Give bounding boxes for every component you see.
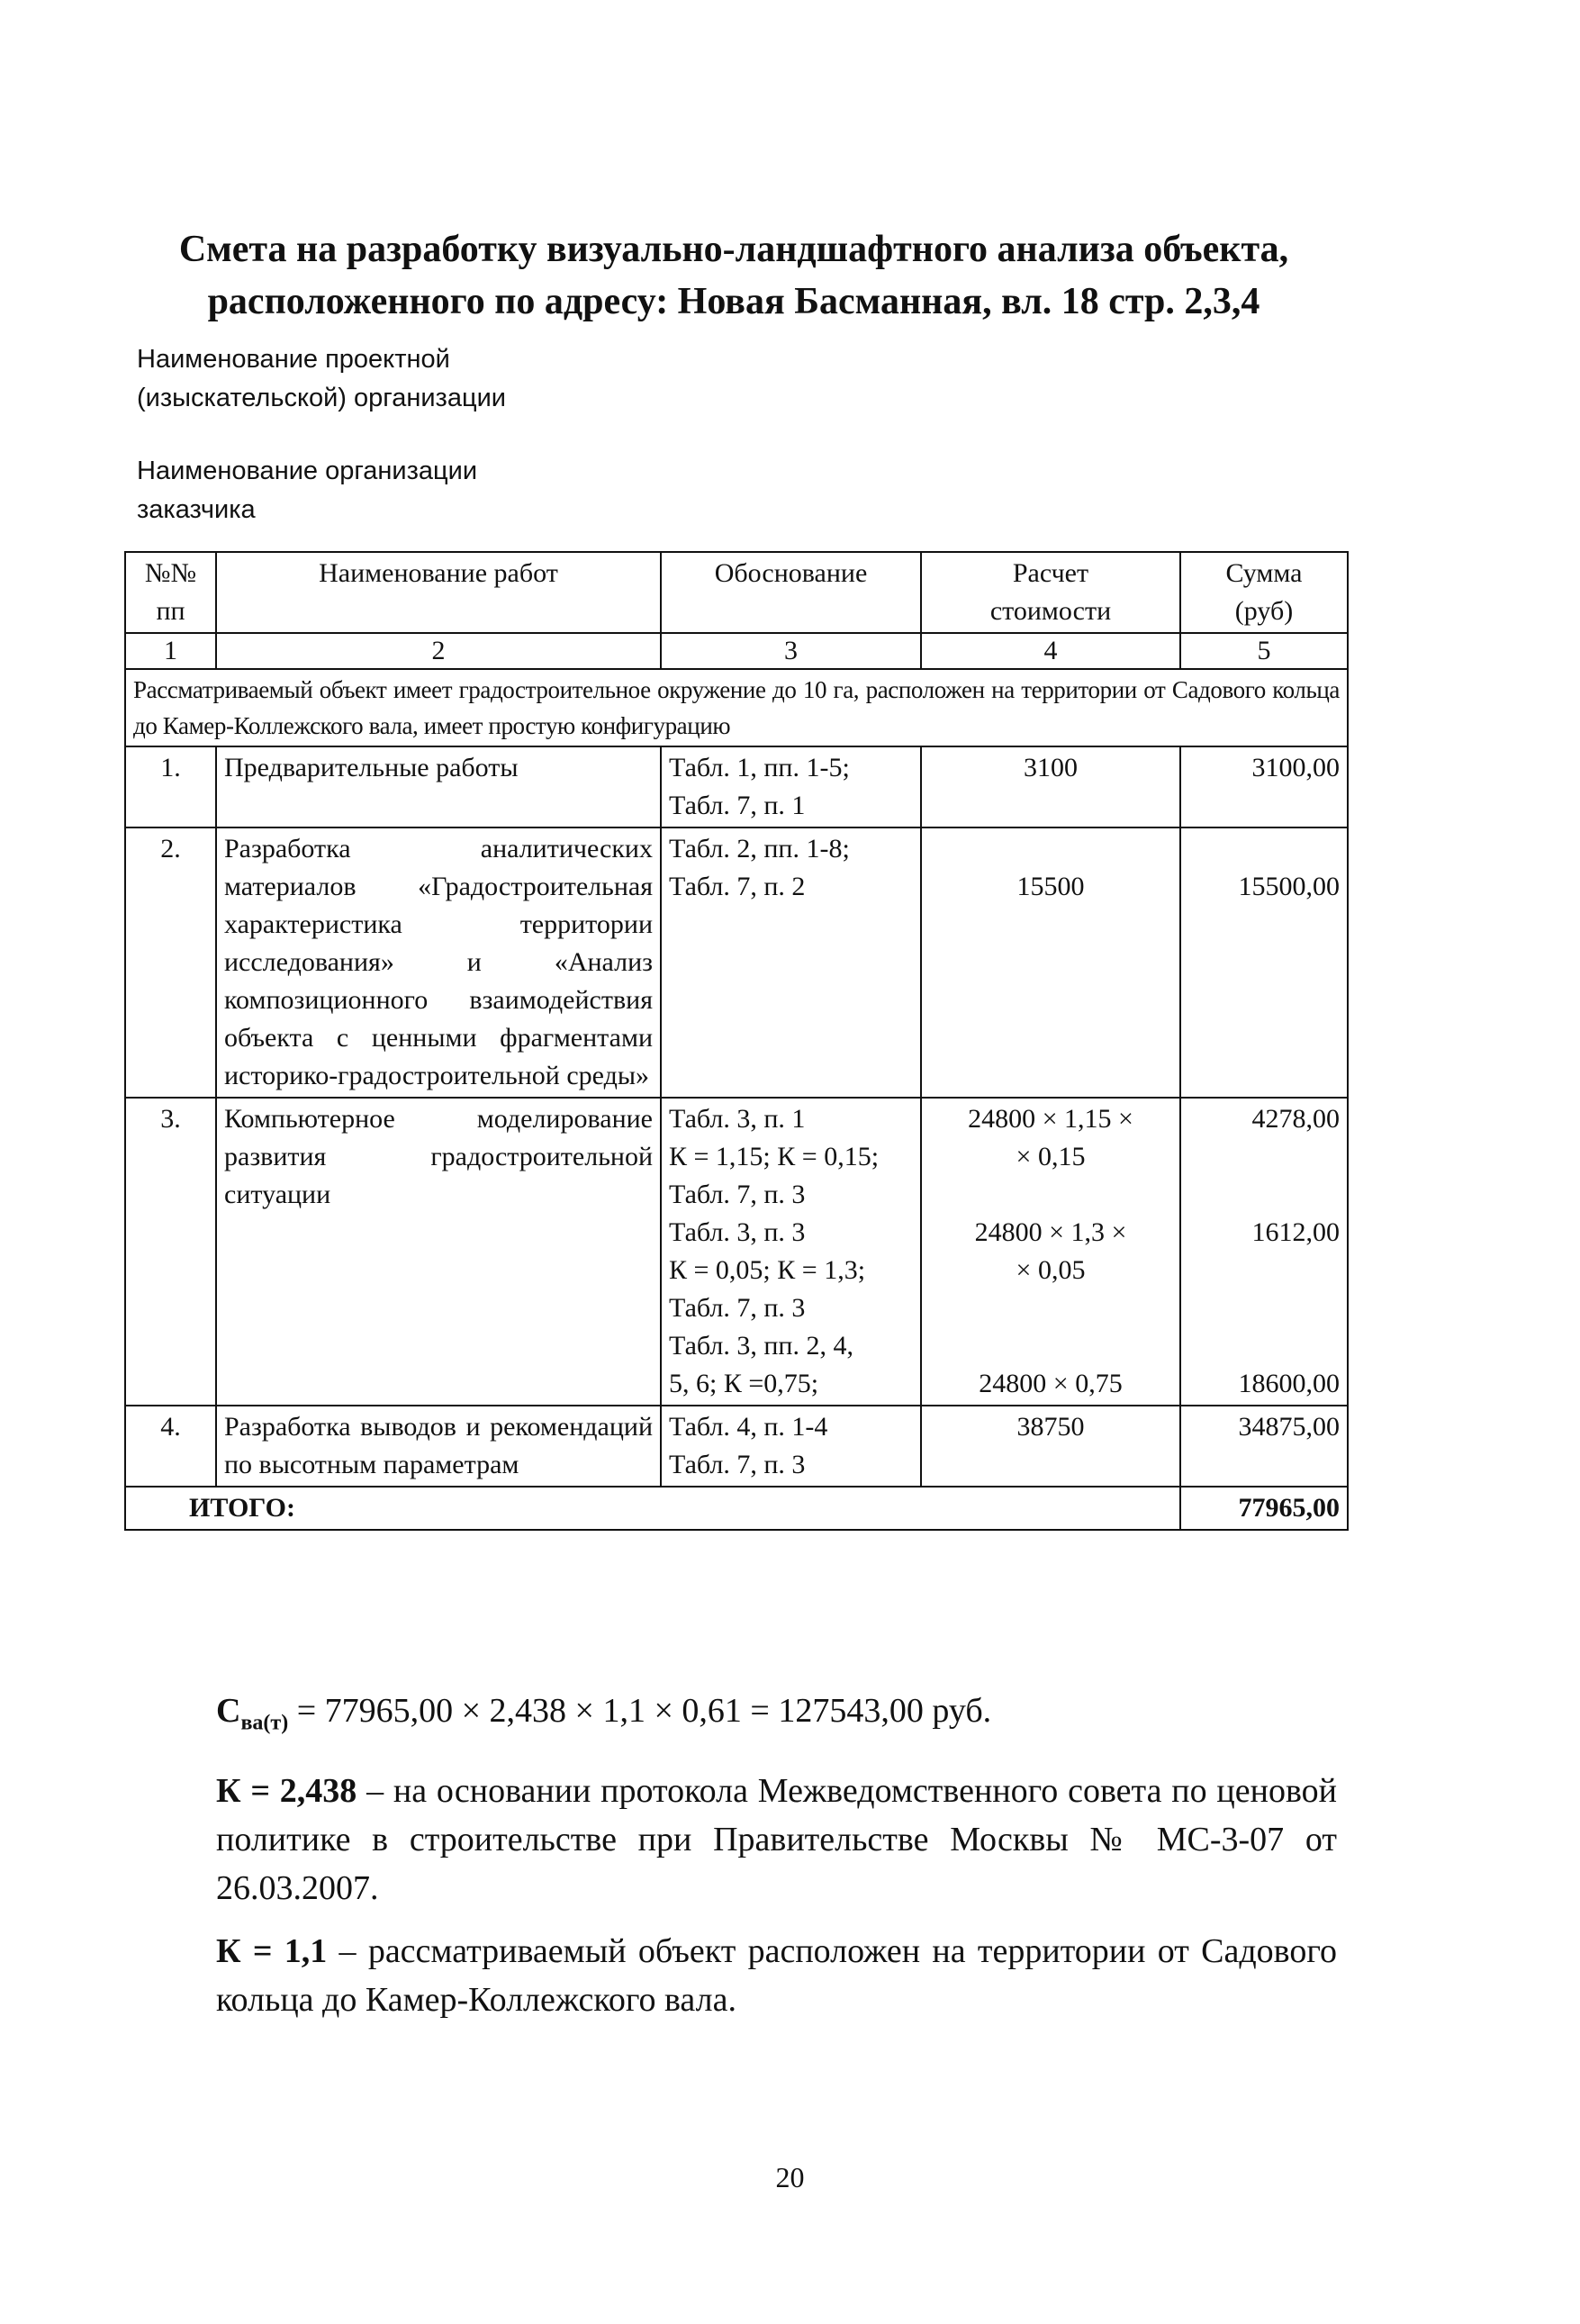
formula-expression: = 77965,00 × 2,438 × 1,1 × 0,61 = 127543,00 руб. xyxy=(288,1692,992,1730)
designer-org-line-2: (изыскательской) организации xyxy=(137,384,506,412)
row-num: 2. xyxy=(125,827,216,1098)
coefficient-note-1 xyxy=(216,1767,1337,1913)
total-label: ИТОГО: xyxy=(125,1487,1180,1530)
row-num: 3. xyxy=(125,1098,216,1406)
object-note-row xyxy=(125,669,1348,746)
row-work-name: Компьютерное моделирование развития градостроительной ситуации xyxy=(216,1098,661,1406)
row-basis: Табл. 2, пп. 1-8; Табл. 7, п. 2 xyxy=(661,827,921,1098)
row-work-name: Предварительные работы xyxy=(216,746,661,827)
estimate-table xyxy=(124,551,1349,1531)
col-number-4: 4 xyxy=(921,633,1180,669)
title-line-1: Смета на разработку визуально-ландшафтного анализа объекта, xyxy=(178,229,1289,270)
header-num: №№ пп xyxy=(125,552,216,633)
customer-org-line-1: Наименование организации xyxy=(137,457,478,485)
row-work-name: Разработка выводов и рекомендаций по высотным параметрам xyxy=(216,1406,661,1487)
col-number-1: 1 xyxy=(125,633,216,669)
row-basis: Табл. 4, п. 1-4 Табл. 7, п. 3 xyxy=(661,1406,921,1487)
document-title xyxy=(135,223,1332,328)
col-number-3: 3 xyxy=(661,633,921,669)
header-calc: Расчет стоимости xyxy=(921,552,1180,633)
row-num: 4. xyxy=(125,1406,216,1487)
customer-org-line-2: заказчика xyxy=(137,495,256,524)
page-number: 20 xyxy=(775,2161,805,2193)
total-value: 77965,00 xyxy=(1180,1487,1348,1530)
row-sum: 34875,00 xyxy=(1180,1406,1348,1487)
row-sum: 4278,00 1612,00 18600,00 xyxy=(1180,1098,1348,1406)
table-row xyxy=(125,1098,1348,1406)
coefficient-label: К = 1,1 xyxy=(216,1932,328,1970)
row-basis: Табл. 1, пп. 1-5; Табл. 7, п. 1 xyxy=(661,746,921,827)
table-header-row xyxy=(125,552,1348,633)
row-basis: Табл. 3, п. 1 К = 1,15; К = 0,15; Табл. 7, п. 3 Табл. 3, п. 3 К = 0,05; К = 1,3; Табл. 7, п. 3 Табл. 3, пп. 2, 4, 5, 6; К =0,75; xyxy=(661,1098,921,1406)
coefficient-label: К = 2,438 xyxy=(216,1772,357,1810)
formula-symbol: С xyxy=(216,1692,241,1730)
header-sum: Сумма (руб) xyxy=(1180,552,1348,633)
designer-org-line-1: Наименование проектной xyxy=(137,345,450,374)
row-calc: 3100 xyxy=(921,746,1180,827)
row-num: 1. xyxy=(125,746,216,827)
table-row xyxy=(125,746,1348,827)
coefficient-text: – рассматриваемый объект расположен на территории от Садового кольца до Камер-Коллежского вала. xyxy=(216,1932,1337,2019)
object-note: Рассматриваемый объект имеет градостроительное окружение до 10 га, расположен на территории от Садового кольца до Камер-Коллежского вала, имеет простую конфигурацию xyxy=(125,669,1348,746)
coefficient-note-2 xyxy=(216,1927,1337,2024)
title-line-2: расположенного по адресу: Новая Басманная, вл. 18 стр. 2,3,4 xyxy=(207,281,1260,322)
column-number-row xyxy=(125,633,1348,669)
header-work-name: Наименование работ xyxy=(216,552,661,633)
row-sum: 15500,00 xyxy=(1180,827,1348,1098)
row-calc: 38750 xyxy=(921,1406,1180,1487)
designer-org-label xyxy=(137,340,506,418)
col-number-5: 5 xyxy=(1180,633,1348,669)
cost-formula xyxy=(216,1688,991,1746)
total-row xyxy=(125,1487,1348,1530)
header-basis: Обоснование xyxy=(661,552,921,633)
row-calc: 15500 xyxy=(921,827,1180,1098)
row-sum: 3100,00 xyxy=(1180,746,1348,827)
table-row xyxy=(125,1406,1348,1487)
row-calc: 24800 × 1,15 × × 0,15 24800 × 1,3 × × 0,05 24800 × 0,75 xyxy=(921,1098,1180,1406)
formula-subscript: ва(т) xyxy=(240,1711,289,1735)
col-number-2: 2 xyxy=(216,633,661,669)
coefficient-text: – на основании протокола Межведомственного совета по ценовой политике в строительстве при Правительстве Москвы № МС-3-07 от 26.03.2007. xyxy=(216,1772,1337,1907)
customer-org-label xyxy=(137,452,477,529)
row-work-name: Разработка аналитических материалов «Градостроительная характеристика территории исследования» и «Анализ композиционного взаимодействия объекта с ценными фрагментами историко-градостроительной среды» xyxy=(216,827,661,1098)
table-row xyxy=(125,827,1348,1098)
